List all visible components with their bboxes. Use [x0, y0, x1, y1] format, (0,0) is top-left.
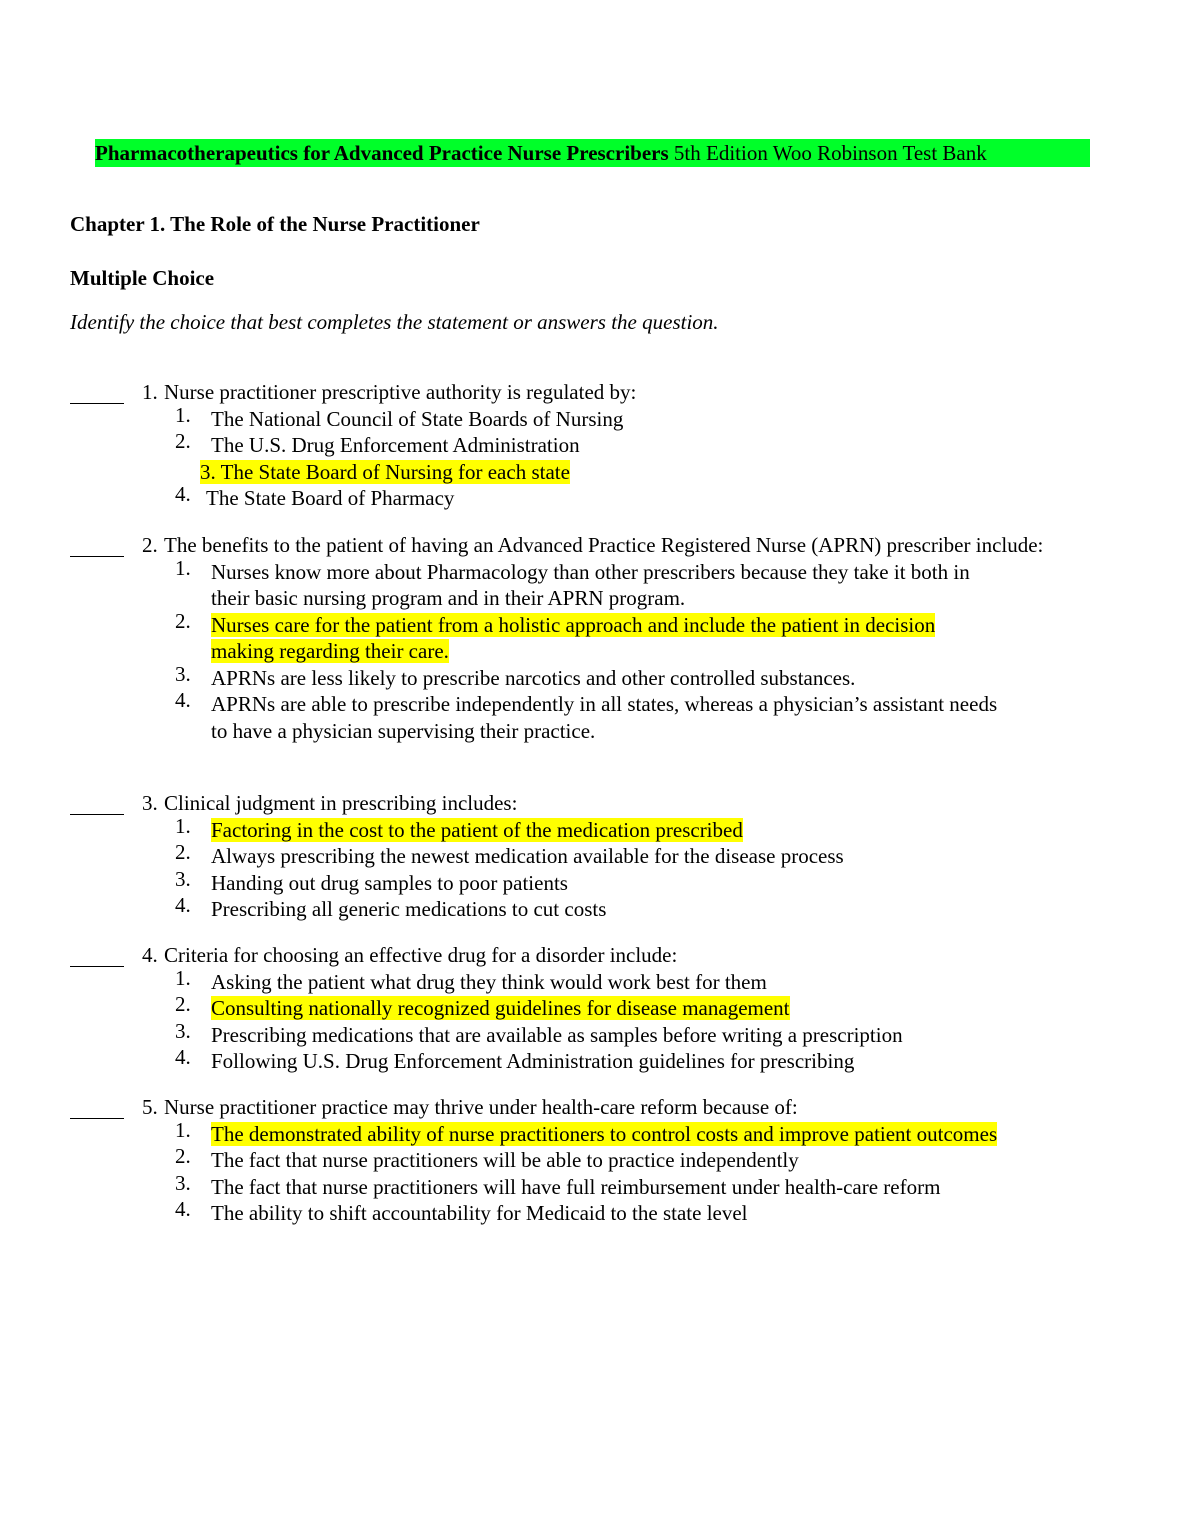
option-text: The fact that nurse practitioners will have full reimbursement under health-care reform — [211, 1174, 941, 1199]
question-number: 2. — [142, 533, 158, 557]
option-text: The National Council of State Boards of Nursing — [211, 406, 624, 431]
chapter-title: Chapter 1. The Role of the Nurse Practitioner — [70, 212, 480, 236]
option-number: 2. — [175, 429, 191, 453]
option-number: 4. — [175, 482, 191, 506]
question-header — [70, 379, 1110, 406]
question-text: Nurse practitioner prescriptive authority is regulated by: — [164, 380, 637, 404]
answer-blank[interactable] — [70, 1094, 124, 1119]
option-list — [70, 1117, 1110, 1227]
option-text: The State Board of Nursing for each state — [220, 459, 570, 484]
answer-blank[interactable] — [70, 790, 124, 815]
option-number: 2. — [175, 992, 191, 1016]
option-text: Following U.S. Drug Enforcement Administration guidelines for prescribing — [211, 1049, 855, 1073]
option-1[interactable] — [70, 965, 1001, 996]
option-list — [70, 965, 1110, 1075]
option-2-highlighted[interactable] — [70, 992, 1001, 1022]
document-title-rest: 5th Edition Woo Robinson Test Bank — [673, 141, 987, 165]
option-number: 3. — [175, 661, 191, 686]
option-text: The ability to shift accountability for Medicaid to the state level — [211, 1201, 748, 1225]
option-4[interactable] — [70, 1045, 1001, 1075]
option-2[interactable] — [70, 840, 1001, 870]
question-header — [70, 1094, 1110, 1121]
option-text: APRNs are able to prescribe independently in all states, whereas a physician’s assistant needs to have a physician supervising their practice. — [211, 692, 998, 743]
option-number: 1. — [175, 402, 191, 427]
option-2-highlighted[interactable] — [70, 608, 1001, 665]
answer-blank[interactable] — [70, 379, 124, 404]
option-number: 3. — [175, 1018, 191, 1043]
instructions: Identify the choice that best completes the statement or answers the question. — [70, 310, 719, 334]
question-text: Nurse practitioner practice may thrive under health-care reform because of: — [164, 1095, 798, 1119]
option-1-highlighted[interactable] — [70, 813, 1001, 844]
option-number: 1. — [175, 555, 191, 580]
option-2[interactable] — [70, 429, 1001, 459]
option-4[interactable] — [70, 893, 1001, 923]
option-number: 1. — [175, 813, 191, 838]
answer-blank[interactable] — [70, 942, 124, 967]
option-number: 2. — [175, 1144, 191, 1168]
answer-blank[interactable] — [70, 532, 124, 557]
option-text: Prescribing all generic medications to cut costs — [211, 897, 607, 921]
option-3[interactable] — [70, 866, 1001, 897]
document-title — [95, 139, 1090, 167]
option-text: Nurses care for the patient from a holistic approach and include the patient in decision making regarding their care. — [211, 612, 936, 663]
option-number: 3. — [175, 866, 191, 891]
option-4[interactable] — [70, 688, 1001, 744]
option-number: 1. — [175, 965, 191, 990]
option-text: The U.S. Drug Enforcement Administration — [211, 433, 580, 457]
question-header — [70, 532, 1110, 559]
question-number: 5. — [142, 1095, 158, 1119]
question-3 — [70, 790, 1110, 923]
option-list — [70, 813, 1110, 923]
option-number: 4. — [175, 688, 191, 712]
option-1[interactable] — [70, 555, 1001, 612]
option-2[interactable] — [70, 1144, 1001, 1174]
option-number: 4. — [175, 893, 191, 917]
option-text: The fact that nurse practitioners will be able to practice independently — [211, 1148, 799, 1172]
option-list — [70, 402, 1110, 512]
section-title: Multiple Choice — [70, 266, 215, 290]
option-text: Factoring in the cost to the patient of the medication prescribed — [211, 817, 743, 842]
question-number: 3. — [142, 791, 158, 815]
option-number: 3. — [175, 1170, 191, 1195]
option-number: 1. — [175, 1117, 191, 1142]
option-3-highlighted[interactable] — [70, 459, 990, 486]
option-text: APRNs are less likely to prescribe narcotics and other controlled substances. — [211, 665, 856, 690]
option-number: 3. — [200, 459, 216, 484]
option-text: Always prescribing the newest medication available for the disease process — [211, 844, 844, 868]
option-3[interactable] — [70, 1018, 1001, 1049]
question-header — [70, 790, 1110, 817]
option-list — [70, 555, 1110, 745]
option-4[interactable] — [70, 1197, 1001, 1227]
option-highlight — [200, 460, 570, 484]
question-5 — [70, 1094, 1110, 1227]
option-1[interactable] — [70, 402, 1001, 433]
question-2 — [70, 532, 1110, 744]
question-text: Clinical judgment in prescribing includes: — [164, 791, 518, 815]
question-number: 1. — [142, 380, 158, 404]
option-4[interactable] — [70, 482, 996, 512]
option-number: 2. — [175, 840, 191, 864]
question-text: The benefits to the patient of having an Advanced Practice Registered Nurse (APRN) prescriber include: — [164, 533, 1044, 557]
document-title-bold: Pharmacotherapeutics for Advanced Practice Nurse Prescribers — [95, 141, 669, 165]
option-text: Handing out drug samples to poor patients — [211, 870, 568, 895]
option-text: The demonstrated ability of nurse practitioners to control costs and improve patient outcomes — [211, 1121, 998, 1146]
question-number: 4. — [142, 943, 158, 967]
option-3[interactable] — [70, 1170, 1001, 1201]
question-header — [70, 942, 1110, 969]
option-text: Prescribing medications that are available as samples before writing a prescription — [211, 1022, 903, 1047]
question-text: Criteria for choosing an effective drug for a disorder include: — [164, 943, 678, 967]
option-text: Asking the patient what drug they think would work best for them — [211, 969, 767, 994]
question-1 — [70, 379, 1110, 512]
option-3[interactable] — [70, 661, 1001, 692]
option-number: 4. — [175, 1045, 191, 1069]
option-number: 4. — [175, 1197, 191, 1221]
option-number: 2. — [175, 608, 191, 633]
option-1-highlighted[interactable] — [70, 1117, 1001, 1148]
option-text: The State Board of Pharmacy — [206, 486, 455, 510]
option-text: Nurses know more about Pharmacology than other prescribers because they take it both in their basic nursing program and in their APRN program. — [211, 559, 970, 610]
question-4 — [70, 942, 1110, 1075]
option-text: Consulting nationally recognized guidelines for disease management — [211, 996, 790, 1020]
